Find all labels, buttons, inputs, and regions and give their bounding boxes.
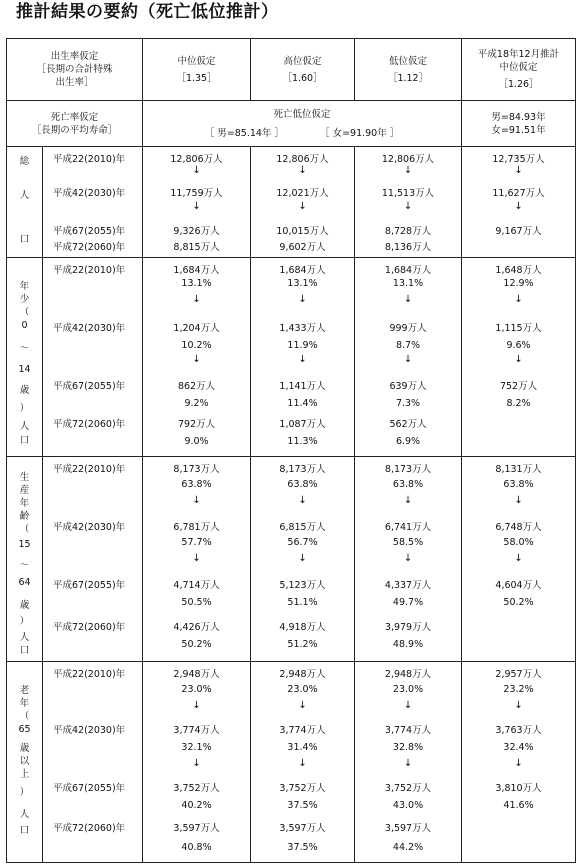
birth-rate-label-sub: ［長期の合計特殊: [36, 64, 113, 75]
arrow-down-icon: ↓: [514, 165, 523, 176]
value: 1,684万人: [279, 265, 326, 276]
value: 2,948万人: [173, 669, 220, 680]
value: 8,815万人: [173, 242, 220, 253]
mortality-label-sub: ［長期の平均寿命］: [31, 124, 118, 136]
value: 3,774万人: [384, 725, 432, 736]
value: 4,426万人: [173, 622, 220, 633]
percent: 8.7%: [395, 340, 421, 351]
value: 6,741万人: [384, 522, 432, 533]
percent: 23.0%: [287, 684, 318, 695]
value: 3,810万人: [495, 783, 542, 794]
section-label-cell: [7, 147, 43, 258]
value: 1,115万人: [495, 323, 542, 334]
section-elderly-population: [7, 662, 576, 863]
arrow-down-icon: ↓: [403, 294, 413, 305]
value-cell-high: [251, 258, 355, 457]
percent: 8.2%: [506, 398, 531, 409]
value: 8,728万人: [384, 226, 432, 237]
percent: 13.1%: [392, 278, 424, 289]
value: 752万人: [499, 381, 538, 392]
value: 12,735万人: [492, 154, 545, 165]
value-cell-high: [251, 147, 355, 258]
value: 8,173万人: [384, 464, 432, 475]
percent: 11.3%: [287, 436, 318, 447]
year-label: 平成22(2010)年: [53, 265, 126, 276]
value: 2,948万人: [384, 669, 432, 680]
mortality-assumption-cell: [143, 101, 462, 147]
mortality-female: ［ 女=91.90年 ］: [320, 127, 400, 139]
value: 862万人: [177, 381, 216, 392]
value: 8,136万人: [384, 242, 432, 253]
mortality-label: 死亡率仮定: [50, 111, 99, 123]
arrow-down-icon: ↓: [192, 165, 201, 176]
percent: 49.7%: [392, 597, 424, 608]
percent: 6.9%: [395, 436, 421, 447]
arrow-down-icon: ↓: [192, 758, 201, 769]
value: 562万人: [389, 419, 427, 430]
percent: 9.0%: [184, 436, 209, 447]
col-prev-value: ［1.26］: [498, 79, 539, 90]
section-label-char: 総: [19, 156, 30, 167]
section-working-age-population: [7, 457, 576, 662]
value: 4,714万人: [173, 580, 220, 591]
page-title: 推計結果の要約（死亡低位推計）: [16, 2, 279, 22]
value: 3,752万人: [384, 783, 432, 794]
percent: 63.8%: [287, 479, 318, 490]
year-cell: [43, 662, 143, 863]
value: 2,948万人: [279, 669, 326, 680]
arrow-down-icon: ↓: [403, 201, 413, 212]
value: 3,597万人: [173, 823, 220, 834]
section-label-char: 口: [19, 234, 30, 245]
year-label: 平成42(2030)年: [53, 725, 126, 736]
year-cell: [43, 457, 143, 662]
value: 12,806万人: [170, 154, 223, 165]
year-label: 平成42(2030)年: [53, 522, 126, 533]
value: 5,123万人: [279, 580, 326, 591]
section-label-working: 生 産 年 齢 （ 15 ～ 64 歳 ） 人 口: [18, 472, 31, 656]
percent: 13.1%: [181, 278, 212, 289]
arrow-down-icon: ↓: [403, 758, 413, 769]
value-cell-prev: [462, 662, 576, 863]
arrow-down-icon: ↓: [298, 165, 307, 176]
percent: 10.2%: [181, 340, 212, 351]
arrow-down-icon: ↓: [403, 495, 413, 506]
percent: 13.1%: [287, 278, 318, 289]
mortality-values: [143, 127, 461, 140]
mortality-label-cell: [7, 101, 143, 147]
percent: 51.1%: [287, 597, 318, 608]
arrow-down-icon: ↓: [298, 201, 307, 212]
section-label-cell: [7, 662, 43, 863]
value: 2,957万人: [495, 669, 542, 680]
birth-rate-label-sub2: 出生率］: [55, 77, 94, 88]
percent: 63.8%: [181, 479, 212, 490]
arrow-down-icon: ↓: [298, 553, 307, 564]
value: 1,684万人: [173, 265, 220, 276]
mortality-name: 死亡低位仮定: [273, 108, 331, 120]
percent: 32.1%: [181, 742, 212, 753]
value: 12,806万人: [276, 154, 329, 165]
percent: 37.5%: [287, 842, 318, 853]
value-cell-low: [355, 457, 462, 662]
percent: 44.2%: [392, 842, 424, 853]
prev-mortality-male: 男=84.93年: [491, 111, 546, 123]
section-label-total: [7, 147, 42, 257]
percent: 58.0%: [503, 537, 534, 548]
value: 792万人: [177, 419, 216, 430]
section-label-elderly: 老 年 （ 65 歳 以 上 ） 人 口: [18, 685, 31, 836]
percent: 50.5%: [181, 597, 212, 608]
col-prev-name: 平成18年12月推計 中位仮定: [477, 49, 560, 73]
year-label: 平成67(2055)年: [53, 226, 126, 237]
value: 6,748万人: [495, 522, 542, 533]
year-cell: [43, 147, 143, 258]
percent: 9.2%: [184, 398, 209, 409]
arrow-down-icon: ↓: [514, 553, 523, 564]
value: 3,763万人: [495, 725, 542, 736]
value: 11,513万人: [381, 188, 435, 199]
value-cell-prev: [462, 258, 576, 457]
col-header-high: [251, 39, 355, 101]
value-cell-high: [251, 457, 355, 662]
value: 9,167万人: [495, 226, 542, 237]
value: 999万人: [389, 323, 427, 334]
value: 639万人: [389, 381, 427, 392]
value: 6,781万人: [173, 522, 220, 533]
value: 10,015万人: [276, 226, 329, 237]
value-cell-medium: [143, 662, 251, 863]
year-label: 平成72(2060)年: [53, 419, 126, 430]
percent: 63.8%: [392, 479, 424, 490]
section-total-population: [7, 147, 576, 258]
value: 11,759万人: [170, 188, 223, 199]
col-low-name: 低位仮定: [389, 55, 428, 67]
percent: 57.7%: [181, 537, 212, 548]
value-cell-low: [355, 147, 462, 258]
percent: 32.4%: [503, 742, 534, 753]
arrow-down-icon: ↓: [514, 495, 523, 506]
section-label-cell: [7, 258, 43, 457]
mortality-male: ［ 男=85.14年 ］: [204, 127, 284, 139]
arrow-down-icon: ↓: [514, 354, 523, 365]
value: 9,602万人: [279, 242, 326, 253]
year-label: 平成42(2030)年: [53, 188, 126, 199]
percent: 50.2%: [181, 639, 212, 650]
percent: 32.8%: [392, 742, 424, 753]
year-label: 平成67(2055)年: [53, 783, 126, 794]
value: 3,597万人: [384, 823, 432, 834]
col-medium-name: 中位仮定: [177, 55, 216, 67]
arrow-down-icon: ↓: [192, 700, 201, 711]
percent: 23.0%: [392, 684, 424, 695]
value: 1,648万人: [495, 265, 542, 276]
year-label: 平成67(2055)年: [53, 381, 126, 392]
arrow-down-icon: ↓: [403, 165, 413, 176]
value-cell-medium: [143, 258, 251, 457]
percent: 56.7%: [287, 537, 318, 548]
col-header-medium: [143, 39, 251, 101]
prev-mortality-female: 女=91.51年: [491, 124, 546, 136]
percent: 58.5%: [392, 537, 424, 548]
value: 1,141万人: [279, 381, 326, 392]
percent: 40.8%: [181, 842, 212, 853]
arrow-down-icon: ↓: [298, 758, 307, 769]
col-header-prev: [462, 39, 576, 101]
col-medium-value: ［1.35］: [176, 72, 217, 84]
year-label: 平成22(2010)年: [53, 669, 126, 680]
year-label: 平成72(2060)年: [53, 242, 126, 253]
value-cell-low: [355, 662, 462, 863]
value: 12,806万人: [381, 154, 435, 165]
section-label-cell: [7, 457, 43, 662]
value-cell-low: [355, 258, 462, 457]
arrow-down-icon: ↓: [192, 201, 201, 212]
value: 3,774万人: [173, 725, 220, 736]
col-high-value: ［1.60］: [282, 72, 323, 84]
percent: 7.3%: [395, 398, 421, 409]
value: 12,021万人: [276, 188, 329, 199]
value-cell-medium: [143, 457, 251, 662]
value: 1,087万人: [279, 419, 326, 430]
value: 4,604万人: [495, 580, 542, 591]
year-label: 平成42(2030)年: [53, 323, 126, 334]
header-birth-row: [7, 39, 576, 101]
arrow-down-icon: ↓: [298, 354, 307, 365]
arrow-down-icon: ↓: [514, 758, 523, 769]
value: 1,204万人: [173, 323, 220, 334]
arrow-down-icon: ↓: [514, 201, 523, 212]
value: 4,337万人: [384, 580, 432, 591]
value: 8,173万人: [279, 464, 326, 475]
value-cell-prev: [462, 457, 576, 662]
percent: 23.0%: [181, 684, 212, 695]
percent: 50.2%: [503, 597, 534, 608]
arrow-down-icon: ↓: [298, 700, 307, 711]
arrow-down-icon: ↓: [403, 553, 413, 564]
arrow-down-icon: ↓: [403, 354, 413, 365]
percent: 41.6%: [503, 800, 534, 811]
percent: 43.0%: [392, 800, 424, 811]
value: 4,918万人: [279, 622, 326, 633]
percent: 31.4%: [287, 742, 318, 753]
arrow-down-icon: ↓: [514, 294, 523, 305]
percent: 37.5%: [287, 800, 318, 811]
value-cell-high: [251, 662, 355, 863]
header-mortality-row: [7, 101, 576, 147]
section-label-char: 人: [19, 190, 30, 201]
value: 9,326万人: [173, 226, 220, 237]
arrow-down-icon: ↓: [298, 495, 307, 506]
percent: 12.9%: [503, 278, 534, 289]
percent: 51.2%: [287, 639, 318, 650]
value: 11,627万人: [492, 188, 545, 199]
col-header-low: [355, 39, 462, 101]
percent: 48.9%: [392, 639, 424, 650]
value: 3,774万人: [279, 725, 326, 736]
col-low-value: ［1.12］: [387, 72, 429, 84]
arrow-down-icon: ↓: [514, 700, 523, 711]
value-cell-medium: [143, 147, 251, 258]
prev-mortality-cell: [462, 101, 576, 147]
col-high-name: 高位仮定: [283, 55, 322, 67]
value: 1,433万人: [279, 323, 326, 334]
year-label: 平成22(2010)年: [53, 154, 126, 165]
birth-rate-label-cell: [7, 39, 143, 101]
value: 3,752万人: [173, 783, 220, 794]
value-cell-prev: [462, 147, 576, 258]
year-label: 平成22(2010)年: [53, 464, 126, 475]
percent: 63.8%: [503, 479, 534, 490]
value: 1,684万人: [384, 265, 432, 276]
arrow-down-icon: ↓: [192, 495, 201, 506]
birth-rate-label: 出生率仮定: [50, 51, 99, 62]
value: 3,979万人: [384, 622, 432, 633]
arrow-down-icon: ↓: [403, 700, 413, 711]
value: 3,752万人: [279, 783, 326, 794]
year-label: 平成67(2055)年: [53, 580, 126, 591]
arrow-down-icon: ↓: [298, 294, 307, 305]
percent: 9.6%: [506, 340, 531, 351]
arrow-down-icon: ↓: [192, 354, 201, 365]
year-label: 平成72(2060)年: [53, 823, 126, 834]
value: 6,815万人: [279, 522, 326, 533]
percent: 40.2%: [181, 800, 212, 811]
percent: 11.9%: [287, 340, 318, 351]
section-youth-population: [7, 258, 576, 457]
percent: 11.4%: [287, 398, 318, 409]
value: 3,597万人: [279, 823, 326, 834]
value: 8,131万人: [495, 464, 542, 475]
section-label-youth: 年 少 （ 0 ～ 14 歳 ） 人 口: [18, 281, 31, 446]
year-label: 平成72(2060)年: [53, 622, 126, 633]
summary-table: [6, 38, 576, 863]
arrow-down-icon: ↓: [192, 294, 201, 305]
arrow-down-icon: ↓: [192, 553, 201, 564]
year-cell: [43, 258, 143, 457]
value: 8,173万人: [173, 464, 220, 475]
percent: 23.2%: [503, 684, 534, 695]
